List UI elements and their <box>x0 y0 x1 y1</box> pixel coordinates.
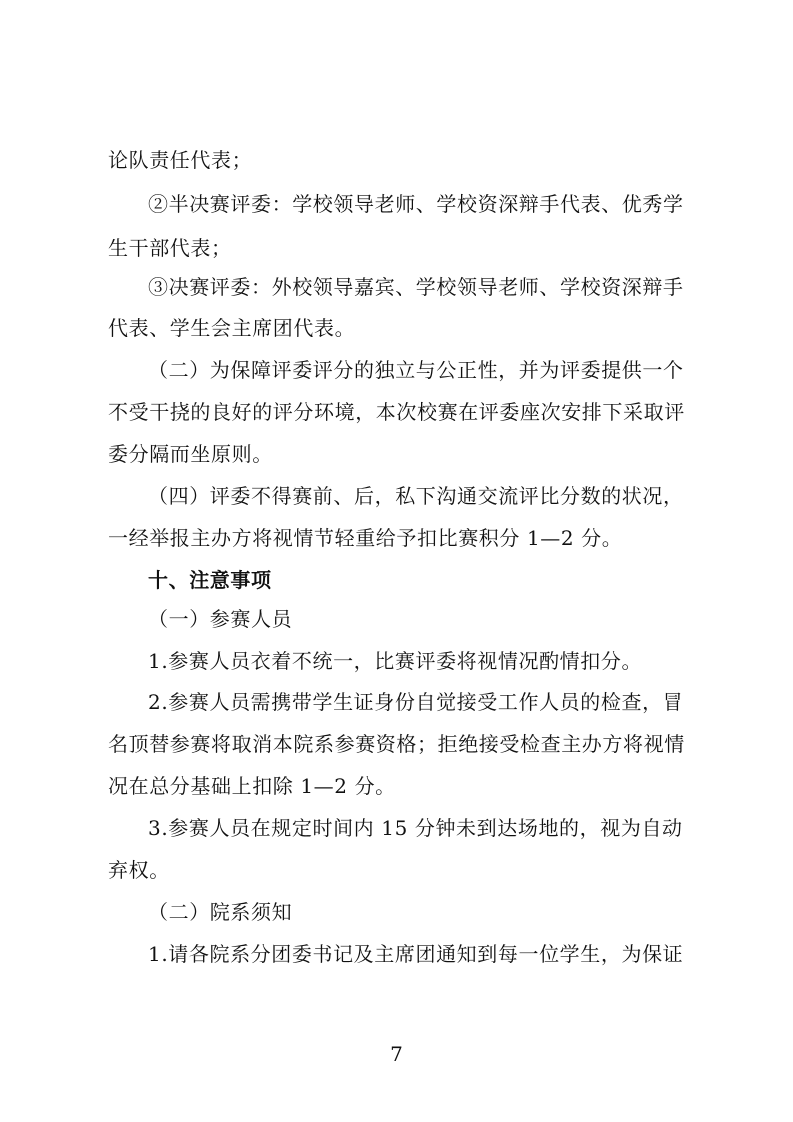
text-line: 2.参赛人员需携带学生证身份自觉接受工作人员的检查，冒 <box>148 690 684 714</box>
text-line: 3.参赛人员在规定时间内 15 分钟未到达场地的，视为自动 <box>148 816 683 840</box>
text-line: 生干部代表； <box>108 236 232 260</box>
page-number: 7 <box>390 1042 403 1066</box>
text-line: 弃权。 <box>108 858 170 882</box>
text-line: 况在总分基础上扣除 1—2 分。 <box>108 774 396 798</box>
subsection-heading: （二）院系须知 <box>148 900 293 924</box>
text-line: ②半决赛评委：学校领导老师、学校资深辩手代表、优秀学 <box>148 192 684 216</box>
text-line: （二）为保障评委评分的独立与公正性，并为评委提供一个 <box>148 358 684 382</box>
text-line: 代表、学生会主席团代表。 <box>108 316 356 340</box>
text-line: 一经举报主办方将视情节轻重给予扣比赛积分 1—2 分。 <box>108 526 623 550</box>
section-heading: 十、注意事项 <box>148 568 272 592</box>
text-line: 论队责任代表； <box>108 148 253 172</box>
text-line: 1.请各院系分团委书记及主席团通知到每一位学生，为保证 <box>148 942 684 966</box>
text-line: 委分隔而坐原则。 <box>108 442 273 466</box>
text-line: ③决赛评委：外校领导嘉宾、学校领导老师、学校资深辩手 <box>148 275 684 299</box>
text-line: （四）评委不得赛前、后，私下沟通交流评比分数的状况， <box>148 484 684 508</box>
text-line: 1.参赛人员衣着不统一，比赛评委将视情况酌情扣分。 <box>148 649 643 673</box>
text-line: 名顶替参赛将取消本院系参赛资格；拒绝接受检查主办方将视情 <box>108 732 685 756</box>
subsection-heading: （一）参赛人员 <box>148 607 293 631</box>
text-line: 不受干挠的良好的评分环境，本次校赛在评委座次安排下采取评 <box>108 400 685 424</box>
